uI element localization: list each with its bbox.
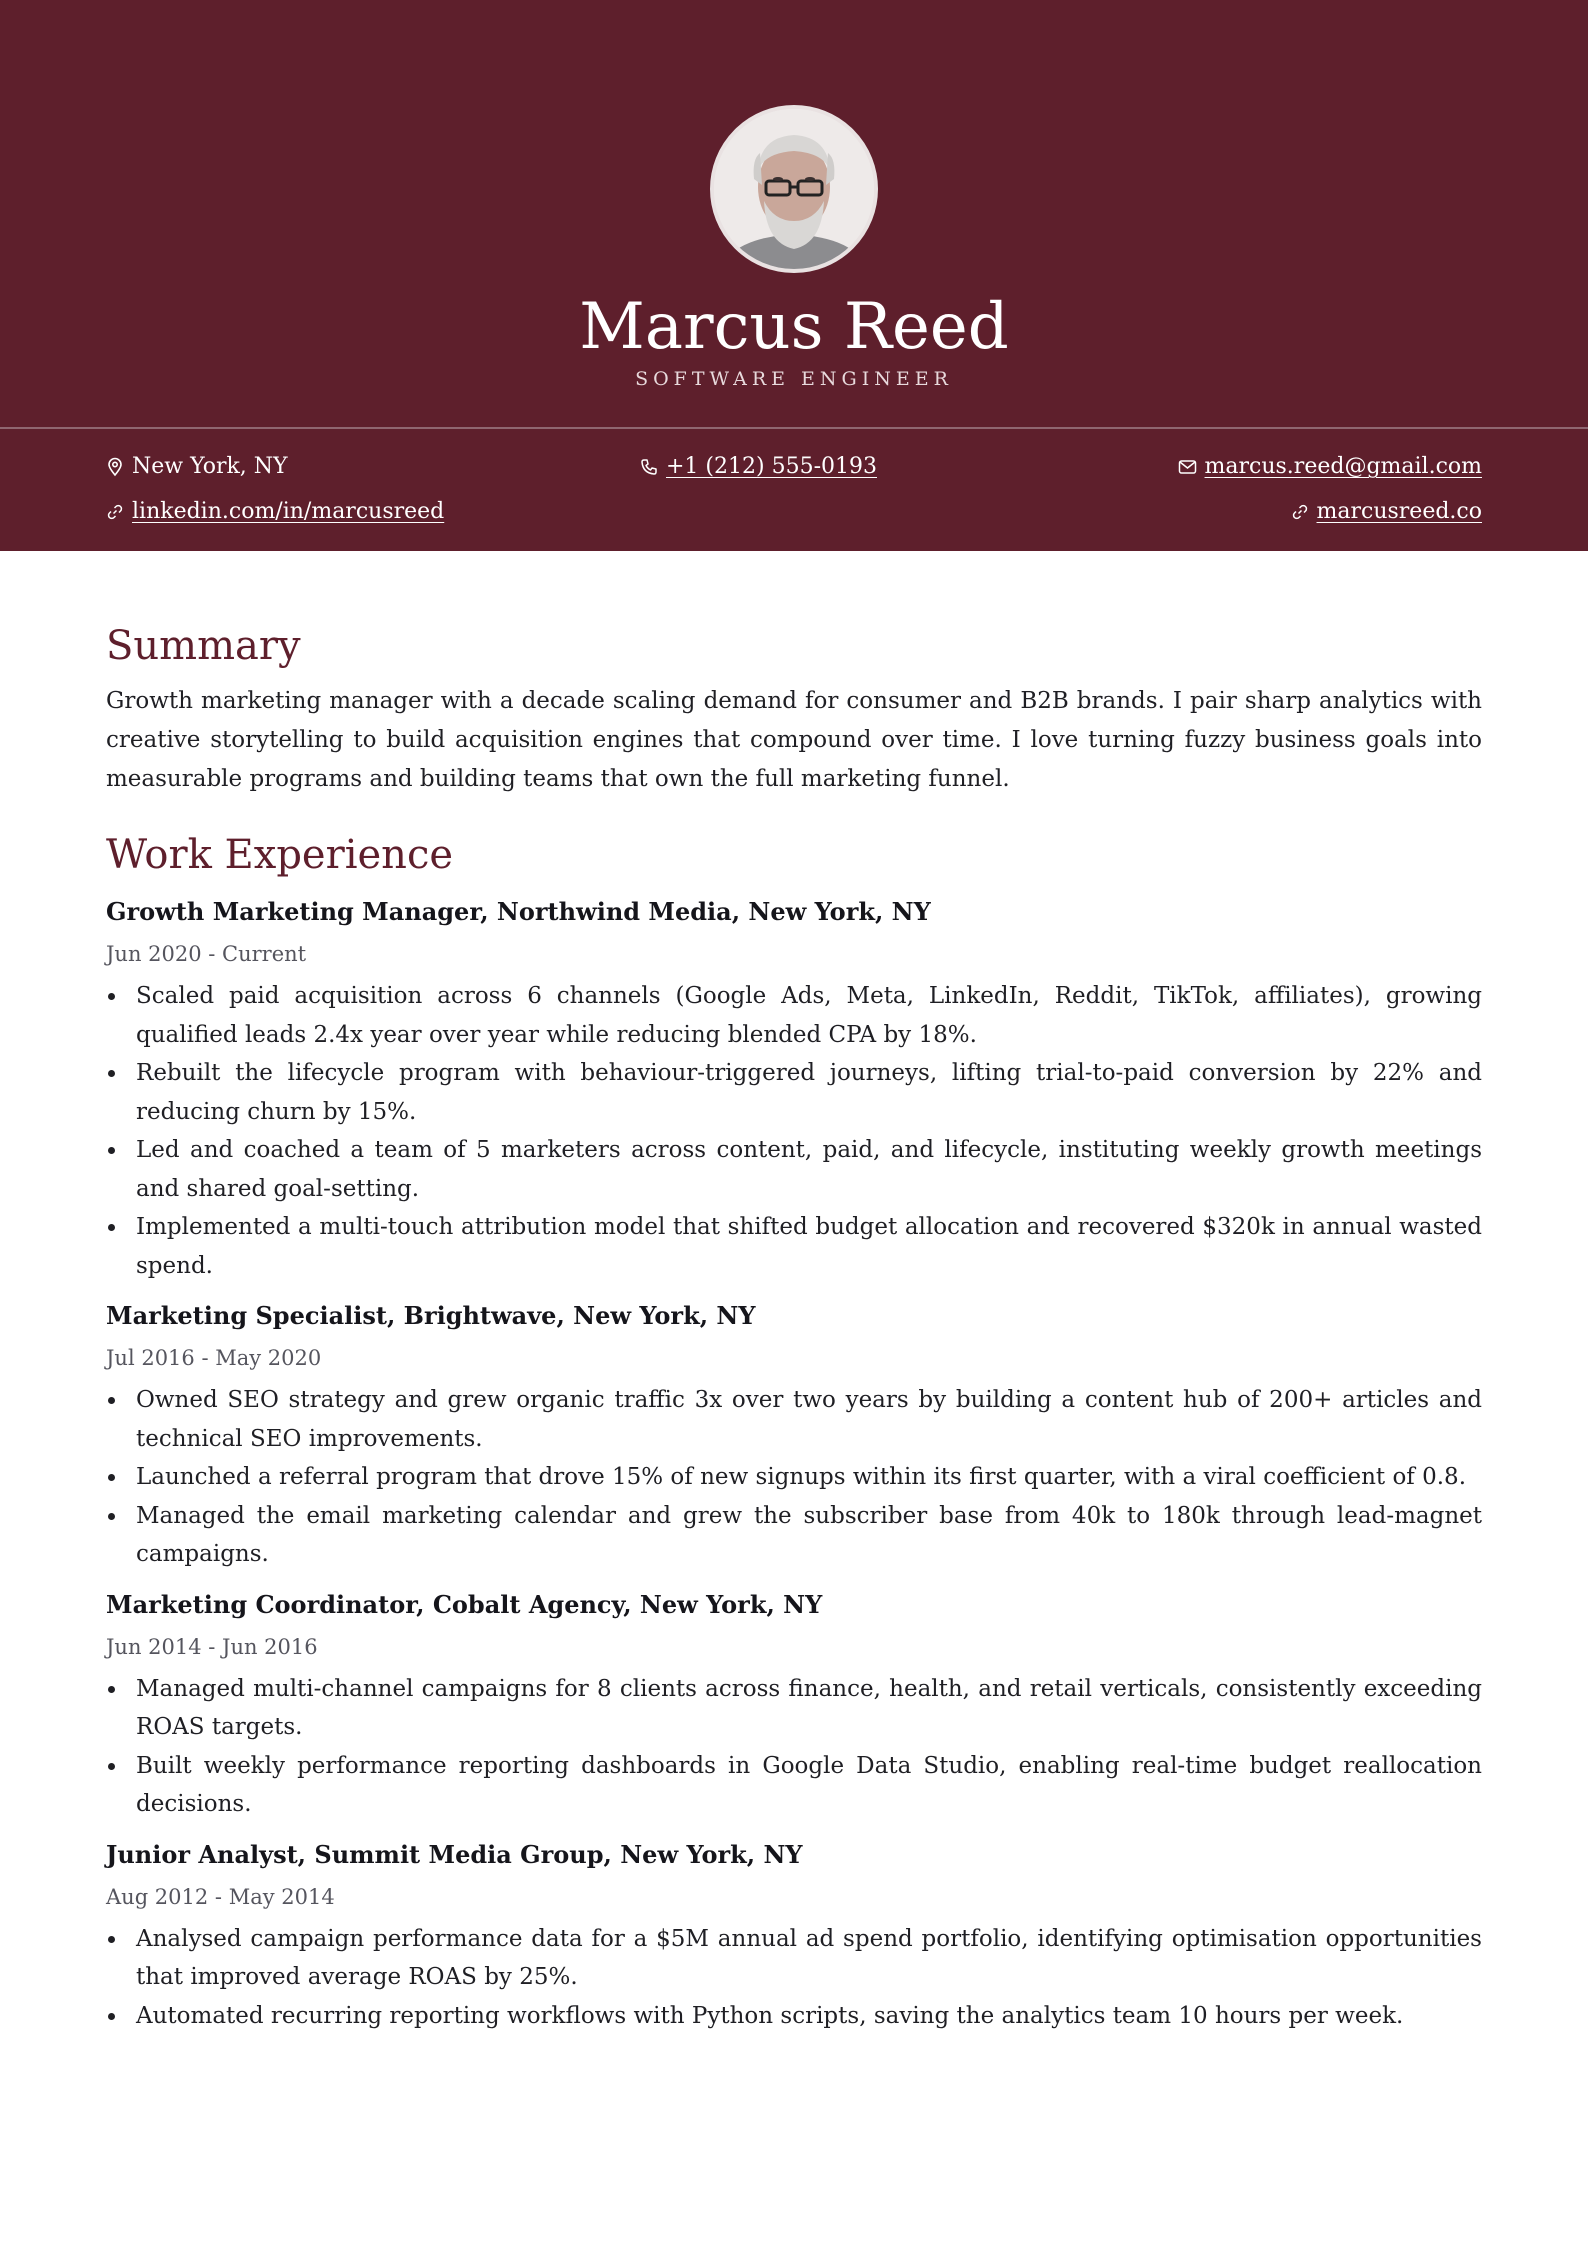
mail-icon: [1178, 459, 1197, 475]
job-dates: Jun 2014 - Jun 2016: [106, 1634, 318, 1659]
link-icon: [1291, 503, 1309, 521]
phone-link[interactable]: +1 (212) 555-0193: [666, 454, 877, 479]
job-entry: [106, 1838, 1482, 2036]
job-dates: Aug 2012 - May 2014: [106, 1884, 335, 1909]
contact-website[interactable]: [1291, 497, 1482, 527]
contact-linkedin[interactable]: [106, 497, 444, 527]
email-link[interactable]: marcus.reed@gmail.com: [1204, 454, 1482, 479]
summary-text: Growth marketing manager with a decade scaling demand for consumer and B2B brands. I pair sharp analytics with creative storytelling to build acquisition engines that compound over time. I love turning fuzzy business goals into measurable programs and building teams that own the full marketing funnel.: [106, 688, 1482, 792]
link-icon: [106, 503, 124, 521]
job-title: Growth Marketing Manager, Northwind Media, New York, NY: [106, 897, 931, 926]
job-bullets: [106, 1670, 1482, 1824]
list-item: Managed the email marketing calendar and grew the subscriber base from 40k to 180k through lead-magnet campaigns.: [106, 1497, 1482, 1574]
contact-location: [106, 452, 288, 482]
job-bullets: [106, 1920, 1482, 2036]
portrait-image: [714, 109, 874, 269]
job-entry: [106, 1588, 1482, 1824]
job-title: Marketing Coordinator, Cobalt Agency, New York, NY: [106, 1589, 823, 1619]
list-item: Rebuilt the lifecycle program with behaviour-triggered journeys, lifting trial-to-paid conversion by 22% and reducing churn by 15%.: [106, 1054, 1482, 1131]
list-item: Scaled paid acquisition across 6 channels (Google Ads, Meta, LinkedIn, Reddit, TikTok, affiliates), growing qualified leads 2.4x year over year while reducing blended CPA by 18%.: [106, 977, 1482, 1054]
work-experience-heading: Work Experience: [106, 832, 454, 878]
phone-icon: [640, 458, 658, 476]
job-title: Junior Analyst, Summit Media Group, New York, NY: [106, 1839, 803, 1869]
contact-phone[interactable]: [640, 452, 877, 482]
job-title: Marketing Specialist, Brightwave, New York, NY: [106, 1301, 756, 1330]
map-pin-icon: [106, 457, 124, 477]
list-item: Owned SEO strategy and grew organic traffic 3x over two years by building a content hub of 200+ articles and technical SEO improvements.: [106, 1381, 1482, 1458]
location-text: New York, NY: [132, 454, 288, 479]
list-item: Led and coached a team of 5 marketers across content, paid, and lifecycle, instituting weekly growth meetings and shared goal-setting.: [106, 1131, 1482, 1208]
list-item: Automated recurring reporting workflows with Python scripts, saving the analytics team 10 hours per week.: [106, 1997, 1482, 2036]
profile-photo: [710, 105, 878, 273]
resume-body: [106, 551, 1482, 2035]
list-item: Analysed campaign performance data for a $5M annual ad spend portfolio, identifying optimisation opportunities that improved average ROAS by 25%.: [106, 1920, 1482, 1997]
website-link[interactable]: marcusreed.co: [1316, 499, 1482, 524]
resume-header: [0, 0, 1588, 551]
header-divider: [0, 427, 1588, 429]
job-bullets: [106, 977, 1482, 1285]
candidate-name: Marcus Reed: [579, 290, 1009, 364]
job-entry: [106, 895, 1482, 1285]
list-item: Managed multi-channel campaigns for 8 clients across finance, health, and retail verticals, consistently exceeding ROAS targets.: [106, 1670, 1482, 1747]
job-bullets: [106, 1381, 1482, 1574]
job-dates: Jul 2016 - May 2020: [106, 1346, 322, 1370]
linkedin-link[interactable]: linkedin.com/in/marcusreed: [132, 499, 445, 524]
summary-section: [106, 551, 1482, 799]
candidate-role: SOFTWARE ENGINEER: [635, 368, 953, 390]
summary-heading: Summary: [106, 623, 301, 669]
list-item: Implemented a multi-touch attribution model that shifted budget allocation and recovered $320k in annual wasted spend.: [106, 1208, 1482, 1285]
job-entry: [106, 1299, 1482, 1574]
list-item: Launched a referral program that drove 15% of new signups within its first quarter, with a viral coefficient of 0.8.: [106, 1458, 1482, 1497]
work-experience-section: [106, 799, 1482, 2035]
list-item: Built weekly performance reporting dashboards in Google Data Studio, enabling real-time budget reallocation decisions.: [106, 1747, 1482, 1824]
contact-email[interactable]: [1178, 452, 1482, 482]
job-dates: Jun 2020 - Current: [106, 942, 307, 966]
